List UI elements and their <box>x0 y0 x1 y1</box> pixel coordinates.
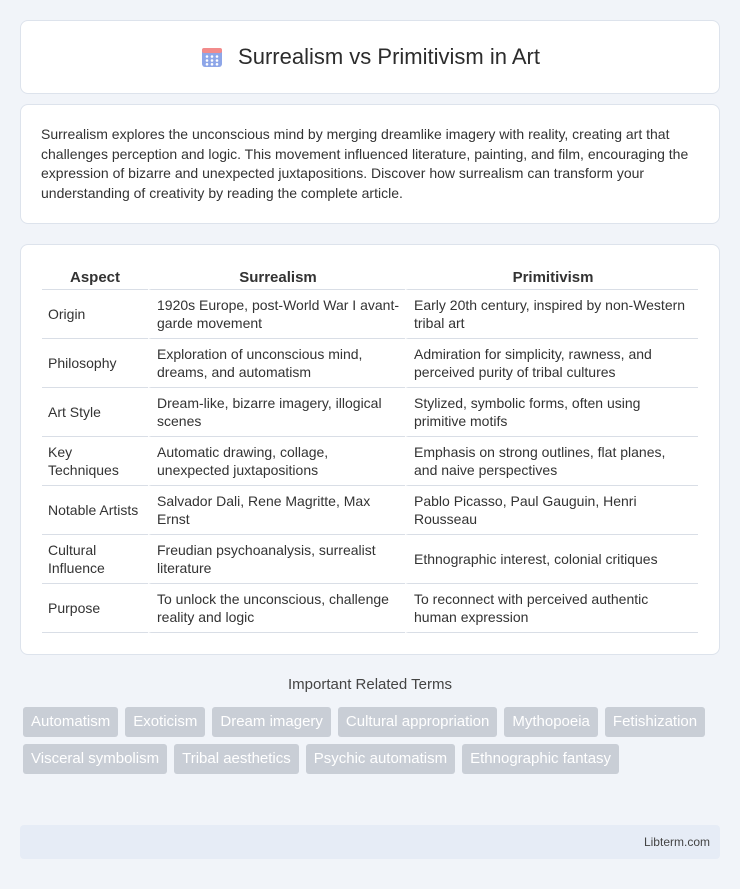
term-chip[interactable]: Tribal aesthetics <box>174 744 299 774</box>
term-chip[interactable]: Dream imagery <box>212 707 331 737</box>
related-terms-list <box>23 707 723 774</box>
footer-brand-link[interactable]: Libterm.com <box>643 835 710 849</box>
term-chip[interactable]: Automatism <box>23 707 118 737</box>
row-aspect: Key Techniques <box>42 437 148 486</box>
row-primitivism: Early 20th century, inspired by non-Western tribal art <box>405 290 698 339</box>
table-row <box>42 388 698 437</box>
intro-card <box>20 104 720 224</box>
calendar-grid-icon <box>200 45 224 69</box>
header-surrealism: Surrealism <box>148 265 405 290</box>
row-primitivism: Emphasis on strong outlines, flat planes, and naive perspectives <box>405 437 698 486</box>
row-surrealism: Freudian psychoanalysis, surrealist literature <box>148 535 405 584</box>
table-row <box>42 584 698 633</box>
table-header-row <box>42 265 698 290</box>
table-row <box>42 290 698 339</box>
term-chip[interactable]: Psychic automatism <box>306 744 455 774</box>
table-row <box>42 437 698 486</box>
row-surrealism: 1920s Europe, post-World War I avant-garde movement <box>148 290 405 339</box>
intro-text: Surrealism explores the unconscious mind by merging dreamlike imagery with reality, creating art that challenges perception and logic. This movement influenced literature, painting, and film, encouraging the expression of bizarre and unexpected juxtapositions. Discover how surrealism can transform your understanding of creativity by reading the complete article. <box>41 126 689 201</box>
term-chip[interactable]: Fetishization <box>605 707 705 737</box>
header-aspect: Aspect <box>42 265 148 290</box>
table-row <box>42 535 698 584</box>
header-primitivism: Primitivism <box>405 265 698 290</box>
row-primitivism: Stylized, symbolic forms, often using primitive motifs <box>405 388 698 437</box>
row-surrealism: Dream-like, bizarre imagery, illogical scenes <box>148 388 405 437</box>
row-primitivism: Admiration for simplicity, rawness, and perceived purity of tribal cultures <box>405 339 698 388</box>
comparison-table <box>42 265 698 633</box>
term-chip[interactable]: Ethnographic fantasy <box>462 744 619 774</box>
row-aspect: Cultural Influence <box>42 535 148 584</box>
row-aspect: Purpose <box>42 584 148 633</box>
row-aspect: Origin <box>42 290 148 339</box>
page-title: Surrealism vs Primitivism in Art <box>238 44 540 69</box>
row-aspect: Art Style <box>42 388 148 437</box>
row-primitivism: To reconnect with perceived authentic human expression <box>405 584 698 633</box>
term-chip[interactable]: Cultural appropriation <box>338 707 497 737</box>
related-terms-title: Important Related Terms <box>288 676 452 693</box>
term-chip[interactable]: Visceral symbolism <box>23 744 167 774</box>
row-aspect: Notable Artists <box>42 486 148 535</box>
table-row <box>42 486 698 535</box>
row-surrealism: Exploration of unconscious mind, dreams, and automatism <box>148 339 405 388</box>
table-row <box>42 339 698 388</box>
row-aspect: Philosophy <box>42 339 148 388</box>
row-primitivism: Ethnographic interest, colonial critiques <box>405 535 698 584</box>
row-surrealism: Salvador Dali, Rene Magritte, Max Ernst <box>148 486 405 535</box>
comparison-card <box>20 244 720 655</box>
term-chip[interactable]: Exoticism <box>125 707 205 737</box>
term-chip[interactable]: Mythopoeia <box>504 707 598 737</box>
header-card <box>20 20 720 94</box>
row-primitivism: Pablo Picasso, Paul Gauguin, Henri Rousseau <box>405 486 698 535</box>
row-surrealism: Automatic drawing, collage, unexpected juxtapositions <box>148 437 405 486</box>
footer <box>20 825 720 859</box>
row-surrealism: To unlock the unconscious, challenge reality and logic <box>148 584 405 633</box>
